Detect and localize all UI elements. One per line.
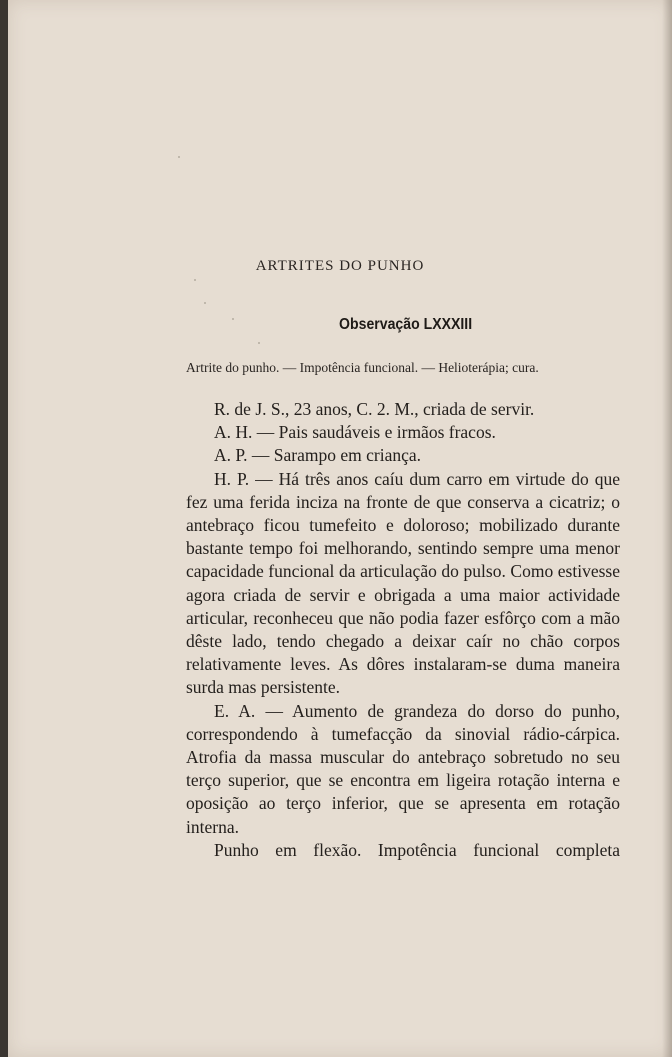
observation-title: Observação LXXXIII [339, 316, 473, 333]
paper-speck [258, 342, 260, 344]
paper-speck [178, 156, 180, 158]
paragraph-wrist: Punho em flexão. Impotência funcional completa [214, 839, 620, 860]
observation-subtitle: Artrite do punho. — Impotência funcional. — Helioterápia; cura. [186, 360, 539, 375]
paragraph-exam: E. A. — Aumento de grandeza do dorso do punho, correspondendo à tumefacção da sinovial rádio-cárpica. Atrofia da massa muscular do antebraço sobretudo no seu terço superior, que se encontra em ligeira rotação interna e oposição ao terço inferior, que se apresenta em rotação interna. [186, 700, 620, 837]
paper-speck [232, 318, 234, 320]
paper-speck [194, 279, 196, 281]
paragraph-family-history: A. H. — Pais saudáveis e irmãos fracos. [214, 422, 496, 443]
paper-speck [204, 302, 206, 304]
paragraph-patient-id: R. de J. S., 23 anos, C. 2. M., criada de servir. [214, 399, 535, 419]
body-text [186, 398, 620, 862]
running-head: ARTRITES DO PUNHO [255, 258, 425, 274]
paragraph-history-present: H. P. — Há três anos caíu dum carro em virtude do que fez uma ferida inciza na fronte de que conserva a cicatriz; o antebraço ficou tumefeito e doloroso; mobilizado durante bastante tempo foi melhorando, sentindo sempre uma menor capacidade funcional da articulação do pulso. Como estivesse agora criada de servir e obrigada a uma maior actividade articular, reconheceu que não podia fazer esfôrço com a mão dêste lado, tendo chegado a deixar caír no chão corpos relativamente leves. As dôres instalaram-se duma maneira surda mas persistente. [186, 468, 620, 698]
book-page [8, 0, 672, 1057]
paragraph-past-history: A. P. — Sarampo em criança. [214, 445, 422, 466]
